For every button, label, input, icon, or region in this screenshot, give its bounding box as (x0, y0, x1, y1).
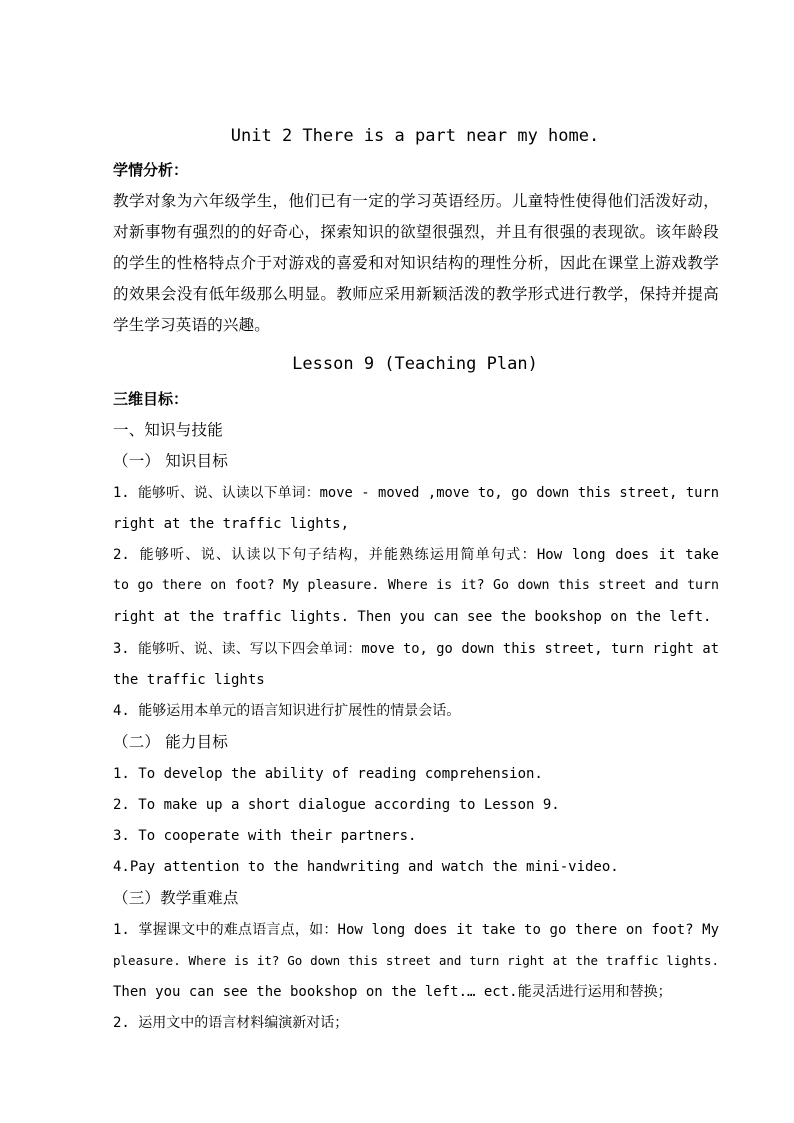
ability-line: 3. To cooperate with their partners. (113, 828, 417, 844)
goals-heading: 三维目标： (113, 390, 189, 408)
unit-title: Unit 2 There is a part near my home. (230, 126, 600, 146)
analysis-line: 学生学习英语的兴趣。 (113, 316, 271, 334)
section-knowledge-skills: 一、知识与技能 (113, 421, 223, 439)
knowledge-line: right at the traffic lights, (113, 516, 350, 532)
analysis-heading: 学情分析： (113, 161, 189, 179)
subsection-ability-goals: （二） 能力目标 (113, 733, 229, 751)
analysis-line: 对新事物有强烈的的好奇心，探索知识的欲望很强烈，并且有很强的表现欲。该年龄段 (113, 223, 719, 241)
ability-line: 4.Pay attention to the handwriting and watch the mini-video. (113, 859, 619, 875)
ability-line: 2. To make up a short dialogue according to Lesson 9. (113, 797, 560, 813)
knowledge-line: 1. 能够听、说、认读以下单词：move - moved ,move to, go down this street, turn (113, 485, 719, 501)
lesson-title: Lesson 9 (Teaching Plan) (292, 354, 538, 374)
subsection-key-difficulties: （三）教学重难点 (113, 889, 239, 907)
knowledge-line: right at the traffic lights. Then you can see the bookshop on the left. (113, 609, 712, 625)
subsection-knowledge-goals: （一） 知识目标 (113, 452, 229, 470)
key-line: 1. 掌握课文中的难点语言点，如：How long does it take to go there on foot? My (113, 922, 719, 938)
knowledge-line: 2. 能够听、说、认读以下句子结构，并能熟练运用简单句式：How long does it take (113, 547, 719, 563)
key-line: 2. 运用文中的语言材料编演新对话； (113, 1015, 349, 1031)
ability-line: 1. To develop the ability of reading comprehension. (113, 766, 543, 782)
knowledge-line: 4. 能够运用本单元的语言知识进行扩展性的情景会话。 (113, 703, 461, 719)
key-line: Then you can see the bookshop on the left.… ect.能灵活进行运用和替换； (113, 984, 672, 1000)
knowledge-line: the traffic lights (113, 672, 265, 688)
knowledge-line: to go there on foot? My pleasure. Where is it? Go down this street and turn (113, 578, 719, 593)
knowledge-line: 3. 能够听、说、读、写以下四会单词：move to, go down this street, turn right at (113, 641, 719, 657)
key-line: pleasure. Where is it? Go down this street and turn right at the traffic lights. (113, 953, 719, 968)
analysis-line: 的效果会没有低年级那么明显。教师应采用新颖活泼的教学形式进行教学，保持并提高 (113, 285, 719, 303)
analysis-line: 教学对象为六年级学生，他们已有一定的学习英语经历。儿童特性使得他们活泼好动， (113, 192, 719, 210)
analysis-line: 的学生的性格特点介于对游戏的喜爱和对知识结构的理性分析，因此在课堂上游戏教学 (113, 254, 719, 272)
